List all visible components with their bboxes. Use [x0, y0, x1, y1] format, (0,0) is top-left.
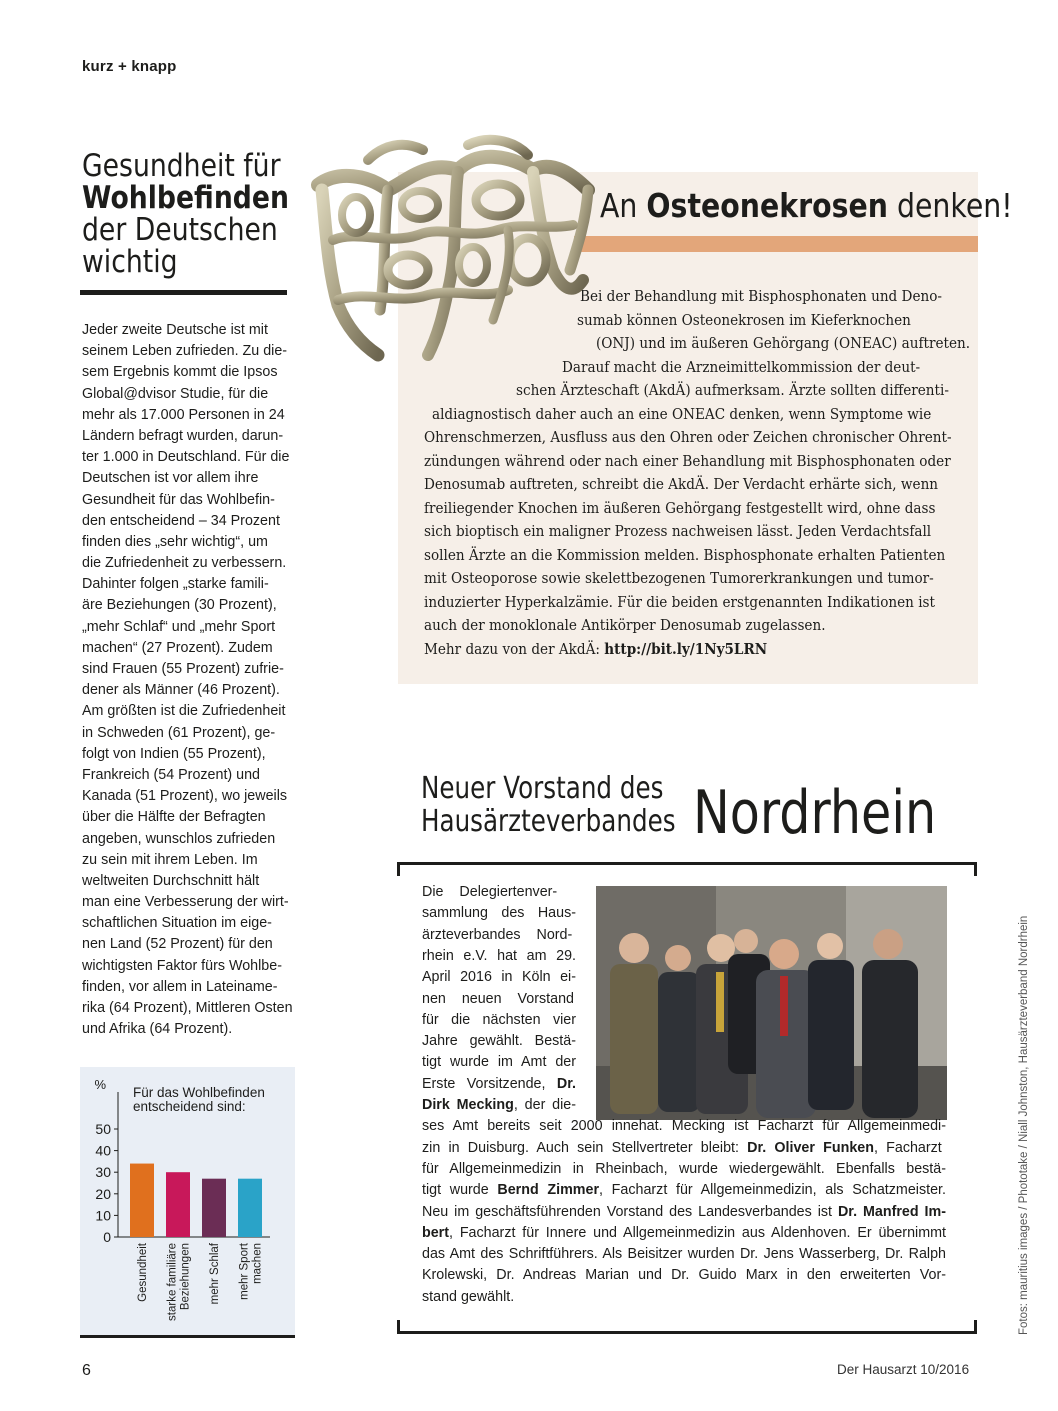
left-body-line: „mehr Schlaf“ und „mehr Sport: [82, 618, 276, 635]
left-body-line: Kanada (51 Prozent), wo jeweils: [82, 788, 288, 805]
vorstand-body-line: [422, 1265, 946, 1286]
chart-title: Für das Wohlbefinden entscheidend sind:: [133, 1085, 265, 1114]
chart-category-label: machen: [251, 1243, 264, 1284]
vorstand-bracket-top: [397, 862, 977, 876]
osteo-body-line: schen Ärzteschaft (AkdÄ) aufmerksam. Ärzte sollten differenti-: [516, 382, 949, 399]
left-body-line: schaftlichen Situation im eige-: [82, 915, 272, 932]
osteo-body-line: (ONJ) und im äußeren Gehörgang (ONEAC) auftreten.: [596, 335, 971, 352]
vorstand-name-bold: Dirk Mecking: [422, 1097, 514, 1113]
vorstand-body-line: [422, 1159, 946, 1180]
left-body-line: die Zufriedenheit zu verbessern.: [82, 555, 287, 572]
left-body-line: sind Frauen (55 Prozent) zufrie-: [82, 661, 284, 677]
vorstand-body-line: [422, 1052, 576, 1073]
left-body-line: wichtigsten Faktor fürs Wohlbe-: [82, 957, 282, 974]
left-body-line: nen Land (52 Prozent) für den: [82, 936, 273, 953]
chart-bar-1: [130, 1164, 154, 1237]
chart-bar-3: [202, 1179, 226, 1237]
osteo-body-line: Darauf macht die Arzneimittelkommission der deut-: [562, 358, 921, 376]
osteo-body-line: Bei der Behandlung mit Bisphosphonaten und Deno-: [580, 288, 942, 305]
vorstand-text-span: Krolewski, Dr. Andreas Marian und Dr. Guido Marx in den erweiterten Vor-: [422, 1267, 946, 1284]
vorstand-title-big: Nordrhein: [693, 778, 937, 848]
section-label: kurz + knapp: [82, 58, 177, 75]
left-body-line: rika (64 Prozent), Mittleren Osten: [82, 1000, 293, 1016]
vorstand-title-line-1: Neuer Vorstand des: [421, 771, 664, 806]
vorstand-title-line-2: Hausärzteverbandes: [421, 804, 676, 839]
photo-credit: Fotos: mauritius images / Phototake / Niall Johnston, Hausärzteverband Nordrhein: [1018, 915, 1030, 1335]
vorstand-body-line: [422, 946, 576, 967]
left-body-line: zu sein mit ihrem Leben. Im: [82, 851, 258, 868]
left-body-line: den entscheidend – 34 Prozent: [82, 512, 280, 529]
vorstand-text-span: tigt wurde: [422, 1182, 498, 1199]
osteo-body-line: auch der monoklonale Antikörper Denosumab zugelassen.: [424, 617, 826, 634]
vorstand-text-span: für Allgemeinmedizin in Rheinbach, wurde wiedergewählt. Ebenfalls bestä-: [422, 1160, 946, 1177]
left-body-line: man eine Verbesserung der wirt-: [82, 894, 289, 911]
left-article-body: [82, 320, 292, 1040]
osteo-title-bold: Osteonekrosen: [646, 186, 888, 225]
chart-y-label: %: [94, 1077, 106, 1092]
osteo-more-label: Mehr dazu von der AkdÄ:: [424, 640, 605, 658]
left-body-line: finden dies „sehr wichtig“, um: [82, 533, 268, 550]
left-body-line: sem Ergebnis kommt die Ipsos: [82, 364, 278, 381]
osteo-more-link[interactable]: http://bit.ly/1Ny5LRN: [604, 640, 768, 658]
vorstand-text-span: rhein e.V. hat am 29.: [422, 947, 576, 964]
left-body-line: Jeder zweite Deutsche ist mit: [82, 322, 268, 338]
vorstand-text-span: sammlung des Haus-: [422, 905, 576, 922]
vorstand-title: [421, 772, 676, 838]
vorstand-text-span: Erste Vorsitzende,: [422, 1075, 557, 1092]
vorstand-text-span: Jahre gewählt. Bestä-: [422, 1033, 576, 1050]
vorstand-body-line: [422, 1223, 946, 1244]
vorstand-body-line: [422, 1095, 576, 1116]
vorstand-name-bold: Dr.: [556, 1075, 576, 1092]
trabecular-bone-illustration: [308, 130, 598, 370]
left-body-line: dener als Männer (46 Prozent).: [82, 682, 280, 699]
osteo-body-line: zündungen während oder nach einer Behandlung mit Bisphosphonaten oder: [424, 452, 951, 470]
left-title-line-3: der Deutschen: [82, 212, 278, 248]
vorstand-body-line: [422, 1202, 946, 1223]
osteo-title-bar: [574, 236, 978, 252]
left-article-title: [82, 148, 289, 280]
left-body-line: äre Beziehungen (30 Prozent),: [82, 597, 277, 614]
publication-info: Der Hausarzt 10/2016: [837, 1362, 970, 1377]
board-group-photo: [596, 886, 947, 1120]
vorstand-text-span: zin in Duisburg. Auch sein Stellvertreter bleibt:: [422, 1139, 748, 1156]
left-body-line: Deutschen ist vor allem ihre: [82, 470, 259, 487]
vorstand-body-line: [422, 1287, 514, 1308]
chart-y-tick-label: 10: [95, 1207, 111, 1224]
vorstand-body-line: [422, 1031, 576, 1052]
vorstand-body-line: [422, 903, 576, 924]
left-title-line-1: Gesundheit für: [82, 148, 281, 184]
left-body-line: Dahinter folgen „starke famili-: [82, 576, 269, 593]
osteo-article-title: [600, 186, 1013, 225]
left-body-line: Frankreich (54 Prozent) und: [82, 766, 260, 783]
vorstand-name-bold: Dr. Manfred Im-: [837, 1203, 946, 1220]
left-body-line: Am größten ist die Zufriedenheit: [82, 703, 286, 720]
left-body-line: über die Hälfte der Befragten: [82, 809, 266, 826]
osteo-more-line: [424, 638, 767, 662]
vorstand-text-span: Die Delegiertenver-: [422, 884, 558, 900]
left-body-line: Gesundheit für das Wohlbefin-: [82, 491, 275, 508]
vorstand-text-span: ärzteverbandes Nord-: [422, 926, 573, 943]
chart-category-label: Gesundheit: [137, 1243, 149, 1302]
vorstand-body-line: [422, 925, 572, 946]
chart-bar-4: [238, 1179, 262, 1237]
vorstand-text-span: für die nächsten vier: [422, 1011, 576, 1028]
vorstand-text-span: Neu im geschäftsführenden Vorstand des Landesverbandes ist: [422, 1203, 838, 1220]
chart-y-tick-label: 50: [95, 1121, 111, 1137]
vorstand-body-line: [422, 1116, 946, 1137]
left-body-line: angeben, wunschlos zufrieden: [82, 830, 276, 847]
vorstand-body-line: [422, 1138, 942, 1159]
chart-y-tick-label: 40: [95, 1142, 111, 1159]
chart-category-label: Beziehungen: [179, 1243, 192, 1311]
group-photo-illustration: [596, 886, 947, 1120]
vorstand-text-span: nen neuen Vorstand: [422, 990, 574, 1007]
vorstand-text-span: stand gewählt.: [422, 1288, 515, 1305]
vorstand-body-line: [422, 1244, 946, 1265]
left-body-line: und Afrika (64 Prozent).: [82, 1021, 233, 1038]
left-body-line: seinem Leben zufrieden. Zu die-: [82, 343, 288, 360]
left-body-line: mehr als 17.000 Personen in 24: [82, 406, 285, 423]
vorstand-text-span: April 2016 in Köln ei-: [422, 969, 576, 986]
left-body-line: weltweiten Durchschnitt hält: [82, 872, 260, 889]
left-body-line: Ländern befragt wurden, darun-: [82, 427, 284, 444]
page-number: 6: [82, 1362, 91, 1379]
left-title-line-2: Wohlbefinden: [82, 180, 289, 216]
vorstand-body-line: [422, 1010, 576, 1031]
vorstand-name-bold: Bernd Zimmer: [497, 1182, 600, 1199]
vorstand-text-span: tigt wurde im Amt der: [422, 1054, 576, 1071]
vorstand-body-line: [422, 882, 557, 903]
osteo-body-line: freiliegender Knochen im äußeren Gehörgang festgestellt wird, ohne dass: [424, 499, 936, 517]
osteo-body-line: mit Osteoporose sowie skelettbezogenen Tumorerkrankungen und tumor-: [424, 570, 934, 587]
vorstand-body-line: [422, 967, 576, 988]
left-title-rule: [80, 290, 287, 295]
osteo-body-line: induzierter Hyperkalzämie. Für die beiden erstgenannten Indikationen ist: [424, 593, 935, 611]
left-body-line: in Schweden (61 Prozent), ge-: [82, 724, 276, 741]
left-body-line: finden, vor allem in Lateiname-: [82, 978, 278, 995]
vorstand-body-line: [422, 989, 574, 1010]
vorstand-text-span: , Facharzt für Innere und Allgemeinmedizin aus Aldenhoven. Er übernimmt: [449, 1224, 946, 1241]
osteo-body-line: sumab können Osteonekrosen im Kieferknochen: [577, 311, 911, 329]
chart-category-label: mehr Schlaf: [209, 1243, 221, 1305]
left-title-line-4: wichtig: [82, 244, 178, 280]
chart-bar-2: [166, 1172, 190, 1237]
vorstand-name-bold: bert: [422, 1224, 450, 1241]
chart-category-label: starke familiäre: [166, 1243, 179, 1321]
vorstand-body-line: [422, 1074, 576, 1095]
left-body-line: folgt von Indien (55 Prozent),: [82, 745, 266, 762]
osteo-body-line: Denosumab auftreten, schreibt die AkdÄ. Der Verdacht erhärte sich, wenn: [424, 476, 939, 493]
osteo-body-line: sich bioptisch ein maligner Prozess nachweisen lässt. Jeden Verdachtsfall: [424, 523, 932, 540]
osteo-title-post: denken!: [887, 186, 1013, 225]
vorstand-name-bold: Dr. Oliver Funken: [747, 1139, 874, 1156]
vorstand-body-line: [422, 1180, 946, 1201]
vorstand-text-span: das Amt des Schriftführers. Als Beisitzer wurden Dr. Jens Wasserberg, Dr. Ralph: [422, 1246, 946, 1263]
left-body-line: machen“ (27 Prozent). Zudem: [82, 639, 273, 656]
osteo-body-line: sollen Ärzte an die Kommission melden. Bisphosphonate erhalten Patienten: [424, 546, 946, 564]
chart-y-tick-label: 0: [103, 1229, 111, 1245]
vorstand-text-span: , der die-: [513, 1097, 576, 1113]
chart-y-tick-label: 20: [95, 1185, 111, 1202]
vorstand-bracket-bottom: [397, 1320, 977, 1334]
vorstand-text-span: , Facharzt für Allgemeinmedizin, als Schatzmeister.: [599, 1182, 946, 1199]
chart-category-label: mehr Sport: [238, 1243, 251, 1300]
osteo-title-pre: An: [600, 186, 647, 225]
vorstand-text-span: , Facharzt: [873, 1139, 942, 1156]
vorstand-text-span: ses Amt bereits seit 2000 innehat. Mecking ist Facharzt für Allgemeinmedi-: [422, 1118, 946, 1135]
chart-y-tick-label: 30: [95, 1164, 111, 1181]
left-body-line: Global@dvisor Studie, für die: [82, 385, 269, 402]
osteo-body-line: Ohrenschmerzen, Ausfluss aus den Ohren oder Zeichen chronischer Ohrent-: [424, 429, 952, 446]
left-body-line: ter 1.000 in Deutschland. Für die: [82, 449, 290, 466]
osteo-body-line: aldiagnostisch daher auch an eine ONEAC denken, wenn Symptome wie: [432, 405, 932, 423]
